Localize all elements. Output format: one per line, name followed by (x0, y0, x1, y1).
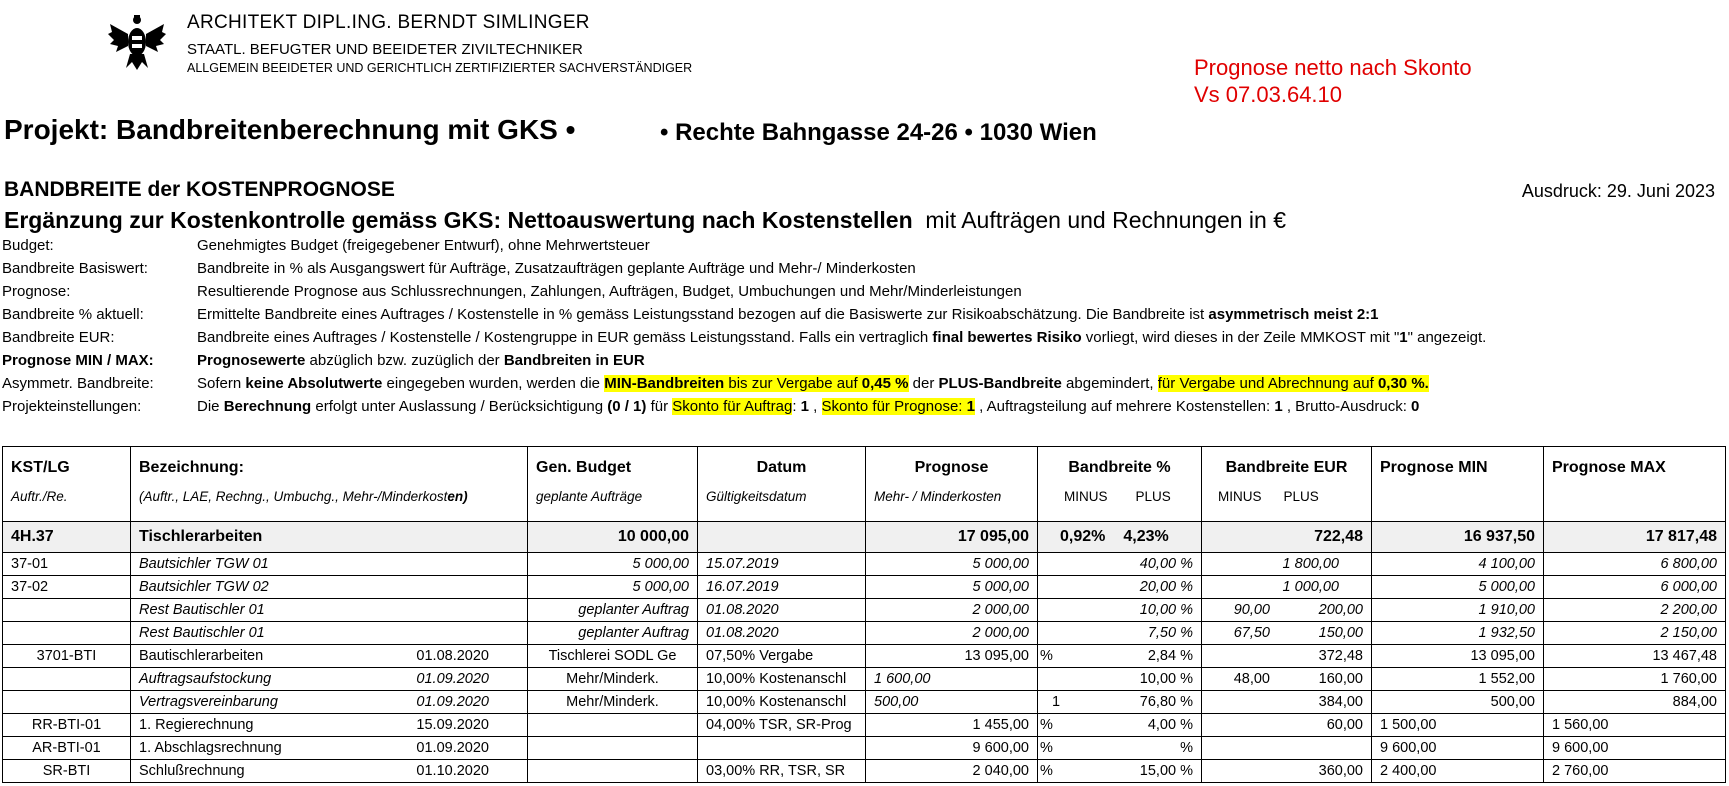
row-kst: 37-02 (3, 576, 131, 599)
sub-header-plus: PLUS (1135, 489, 1171, 504)
row-bb-percent (1038, 599, 1202, 622)
row-prognose-max: 6 000,00 (1544, 576, 1726, 599)
row-bb-percent (1038, 714, 1202, 737)
row-kst (3, 691, 131, 714)
def-text-minmax (197, 352, 645, 369)
row-prognose-min: 4 100,00 (1372, 553, 1544, 576)
def-bold: PLUS-Bandbreite (938, 375, 1062, 392)
row-budget: geplanter Auftrag (528, 622, 698, 645)
row-eur-plus: 384,00 (1318, 694, 1363, 710)
sub-header-bb-eur (1202, 489, 1372, 522)
table-row (3, 714, 1726, 737)
row-budget: Mehr/Minderk. (528, 668, 698, 691)
row-bb-wrap (1040, 763, 1193, 779)
def-highlight: bis zur Vergabe auf (724, 375, 862, 392)
def-text-basiswert: Bandbreite in % als Ausgangswert für Aufträge, Zusatzaufträgen geplante Aufträge und Mehr-/ Minderkosten (197, 260, 916, 277)
row-datum: 10,00% Kostenanschl (698, 691, 866, 714)
row-bb-eur (1202, 553, 1372, 576)
row-prognose-min: 1 932,50 (1372, 622, 1544, 645)
row-kst: 37-01 (3, 553, 131, 576)
row-bb-eur-wrap (1210, 648, 1363, 664)
project-address: • Rechte Bahngasse 24-26 • 1030 Wien (660, 119, 1097, 146)
table-row (3, 645, 1726, 668)
row-date: 01.08.2020 (416, 648, 489, 664)
row-name: 1. Regierechnung (139, 717, 254, 733)
def-highlight: 1 (966, 398, 975, 415)
group-row (3, 522, 1726, 553)
row-bb-eur-wrap (1210, 694, 1363, 710)
row-prognose-max: 6 800,00 (1544, 553, 1726, 576)
def-text: , (809, 398, 822, 415)
row-bezeichnung (131, 668, 528, 691)
row-prognose-max: 9 600,00 (1544, 737, 1726, 760)
prognose-note: Prognose netto nach Skonto (1194, 55, 1472, 80)
group-min: 16 937,50 (1372, 522, 1544, 553)
row-kst: RR-BTI-01 (3, 714, 131, 737)
row-date: 15.09.2020 (416, 717, 489, 733)
row-prognose-max: 2 200,00 (1544, 599, 1726, 622)
row-bb-eur (1202, 668, 1372, 691)
row-budget (528, 737, 698, 760)
table-row (3, 599, 1726, 622)
row-kst (3, 622, 131, 645)
row-bezeichnung-wrap (139, 694, 519, 710)
row-budget (528, 714, 698, 737)
def-text: für (646, 398, 673, 415)
group-budget: 10 000,00 (528, 522, 698, 553)
row-prognose: 5 000,00 (866, 576, 1038, 599)
project-title: Projekt: Bandbreitenberechnung mit GKS • (4, 114, 576, 145)
col-header-kst: KST/LG (3, 447, 131, 490)
row-prognose: 2 000,00 (866, 622, 1038, 645)
row-datum: 16.07.2019 (698, 576, 866, 599)
row-prognose-min: 13 095,00 (1372, 645, 1544, 668)
def-text: abzüglich bzw. zuzüglich der (305, 352, 504, 369)
sub-header-auftr: Auftr./Re. (3, 489, 131, 522)
row-name: Vertragsvereinbarung (139, 694, 278, 710)
row-prognose: 5 000,00 (866, 553, 1038, 576)
row-budget (528, 760, 698, 783)
col-header-prognose-min: Prognose MIN (1372, 447, 1544, 490)
def-text: der (908, 375, 939, 392)
group-bb-minus: 0,92% (1060, 528, 1106, 545)
row-prognose: 2 000,00 (866, 599, 1038, 622)
row-bb-wrap (1046, 556, 1193, 572)
row-bb-percent (1038, 645, 1202, 668)
letterhead-line2: STAATL. BEFUGTER UND BEEIDETER ZIVILTECHNIKER (187, 41, 583, 58)
row-eur-minus (1210, 579, 1270, 595)
row-kst (3, 668, 131, 691)
row-bb-percent (1038, 622, 1202, 645)
row-bb-eur (1202, 714, 1372, 737)
row-date: 01.10.2020 (416, 763, 489, 779)
row-prognose-min: 9 600,00 (1372, 737, 1544, 760)
def-term-bb-aktuell: Bandbreite % aktuell: (2, 306, 144, 323)
row-prognose-max: 1 560,00 (1544, 714, 1726, 737)
letterhead-line3: ALLGEMEIN BEEIDETER UND GERICHTLICH ZERTIFIZIERTER SACHVERSTÄNDIGER (187, 61, 693, 75)
def-bold: asymmetrisch meist 2:1 (1208, 306, 1379, 323)
row-eur-minus (1210, 556, 1270, 572)
row-eur-plus: 360,00 (1318, 763, 1363, 779)
row-bb-wrap (1046, 625, 1193, 641)
row-bb-percent (1038, 760, 1202, 783)
def-term-bb-eur: Bandbreite EUR: (2, 329, 115, 346)
sub-header-gueltig: Gültigkeitsdatum (698, 489, 866, 522)
row-eur-minus: 90,00 (1233, 602, 1270, 618)
row-prognose-max: 884,00 (1544, 691, 1726, 714)
row-bezeichnung (131, 553, 528, 576)
row-bezeichnung-wrap (139, 763, 519, 779)
table-subheader-row (3, 489, 1726, 522)
row-eur-plus: 160,00 (1318, 671, 1363, 687)
table-row (3, 691, 1726, 714)
sub-header-text-bold: en) (447, 489, 468, 504)
def-text-asym (197, 375, 1429, 392)
row-name: Rest Bautischler 01 (139, 625, 265, 641)
row-bb-eur (1202, 737, 1372, 760)
col-header-bb-eur: Bandbreite EUR (1202, 447, 1372, 490)
subtitle-bold: Ergänzung zur Kostenkontrolle gemäss GKS: Nettoauswertung nach Kostenstellen (4, 207, 913, 233)
row-eur-plus: 150,00 (1318, 625, 1363, 641)
row-prognose-min: 1 910,00 (1372, 599, 1544, 622)
def-text: Bandbreite eines Auftrages / Kostenstelle / Kostengruppe in EUR gemäss Leistungsstand. Falls ein vertraglich (197, 329, 933, 346)
sub-header-plus: PLUS (1283, 489, 1319, 504)
row-name: 1. Abschlagsrechnung (139, 740, 282, 756)
row-eur-minus (1210, 717, 1270, 733)
row-prognose-max: 2 760,00 (1544, 760, 1726, 783)
row-bb-wrap (1046, 579, 1193, 595)
row-bezeichnung-wrap (139, 602, 519, 618)
row-bb-value: 4,00 % (1147, 717, 1193, 733)
row-datum (698, 737, 866, 760)
row-bezeichnung-wrap (139, 556, 519, 572)
row-bb-wrap (1040, 740, 1193, 756)
row-budget: Tischlerei SODL Ge (528, 645, 698, 668)
row-bezeichnung (131, 691, 528, 714)
row-prognose-min: 500,00 (1372, 691, 1544, 714)
row-bb-value: 2,84 % (1147, 648, 1193, 664)
cost-table (2, 446, 1726, 783)
def-bold: Prognosewerte (197, 352, 306, 369)
def-bold: Bandbreiten in EUR (503, 352, 645, 369)
row-bezeichnung (131, 760, 528, 783)
table-body (3, 553, 1726, 783)
row-prognose-min: 1 552,00 (1372, 668, 1544, 691)
col-header-bezeichnung: Bezeichnung: (131, 447, 528, 490)
row-eur-minus (1210, 648, 1270, 664)
row-bb-percent (1038, 553, 1202, 576)
row-bb-eur-wrap (1210, 556, 1363, 572)
def-term-minmax: Prognose MIN / MAX: (2, 352, 154, 369)
row-bb-eur (1202, 622, 1372, 645)
def-bold: 1 (1399, 329, 1408, 346)
row-name: Bautsichler TGW 01 (139, 556, 269, 572)
row-prognose: 1 455,00 (866, 714, 1038, 737)
row-bb-value: 15,00 % (1139, 763, 1193, 779)
row-prognose-min: 2 400,00 (1372, 760, 1544, 783)
row-bb-eur-wrap (1210, 579, 1363, 595)
row-bezeichnung-wrap (139, 625, 519, 641)
def-text: abgemindert, (1061, 375, 1158, 392)
table-row (3, 668, 1726, 691)
row-prognose: 13 095,00 (866, 645, 1038, 668)
col-header-prognose-max: Prognose MAX (1544, 447, 1726, 490)
table-row (3, 737, 1726, 760)
row-flag: % (1040, 717, 1053, 733)
sub-header-minus: MINUS (1064, 489, 1108, 504)
row-bezeichnung-wrap (139, 717, 519, 733)
row-prognose-max: 1 760,00 (1544, 668, 1726, 691)
subtitle-rest: mit Aufträgen und Rechnungen in € (925, 207, 1287, 233)
section-subtitle (4, 207, 1286, 234)
row-bb-percent (1038, 691, 1202, 714)
group-prognose: 17 095,00 (866, 522, 1038, 553)
row-bezeichnung (131, 737, 528, 760)
def-text: eingegeben wurden, werden die (382, 375, 605, 392)
col-header-bb-percent: Bandbreite % (1038, 447, 1202, 490)
row-bb-eur (1202, 599, 1372, 622)
row-prognose-max: 2 150,00 (1544, 622, 1726, 645)
row-bezeichnung (131, 714, 528, 737)
row-flag: % (1040, 763, 1053, 779)
def-text: " angezeigt. (1407, 329, 1487, 346)
row-eur-plus: 1 000,00 (1282, 579, 1339, 595)
def-highlight: MIN-Bandbreiten (604, 375, 725, 392)
row-name: Rest Bautischler 01 (139, 602, 265, 618)
row-datum: 10,00% Kostenanschl (698, 668, 866, 691)
row-bb-eur (1202, 576, 1372, 599)
table-row (3, 576, 1726, 599)
group-datum (698, 522, 866, 553)
row-datum: 04,00% TSR, SR-Prog (698, 714, 866, 737)
def-term-prognose: Prognose: (2, 283, 71, 300)
def-bold: Berechnung (223, 398, 312, 415)
def-highlight: Skonto für Prognose: (821, 398, 967, 415)
row-bb-eur (1202, 691, 1372, 714)
version-note: Vs 07.03.64.10 (1194, 82, 1343, 107)
def-text: erfolgt unter Auslassung / Berücksichtigung (311, 398, 608, 415)
sub-header-bb-percent (1038, 489, 1202, 522)
row-bb-value: 40,00 % (1139, 556, 1193, 572)
row-bezeichnung (131, 645, 528, 668)
row-eur-minus: 67,50 (1233, 625, 1270, 641)
row-bb-percent (1038, 737, 1202, 760)
row-prognose: 1 600,00 (866, 668, 1038, 691)
row-flag: 1 (1052, 694, 1061, 710)
def-term-settings: Projekteinstellungen: (2, 398, 142, 415)
row-budget: geplanter Auftrag (528, 599, 698, 622)
col-header-budget: Gen. Budget (528, 447, 698, 490)
row-bezeichnung-wrap (139, 671, 519, 687)
row-bb-eur-wrap (1210, 763, 1363, 779)
def-highlight: für Vergabe und Abrechnung auf (1157, 375, 1378, 392)
row-date: 01.09.2020 (416, 671, 489, 687)
sub-header-geplant: geplante Aufträge (528, 489, 698, 522)
row-eur-plus: 200,00 (1318, 602, 1363, 618)
def-bold: keine Absolutwerte (245, 375, 383, 392)
def-bold: 0 (1411, 398, 1420, 415)
row-kst (3, 599, 131, 622)
print-date: Ausdruck: 29. Juni 2023 (1521, 181, 1715, 201)
row-kst: 3701-BTI (3, 645, 131, 668)
col-header-prognose: Prognose (866, 447, 1038, 490)
def-bold: 1 (800, 398, 810, 415)
sub-header-empty (1544, 489, 1726, 522)
sub-header-minus: MINUS (1218, 489, 1262, 504)
group-bb-percent (1038, 522, 1202, 553)
letterhead-line1: ARCHITEKT DIPL.ING. BERNDT SIMLINGER (187, 12, 590, 33)
group-name: Tischlerarbeiten (131, 522, 528, 553)
group-bb-eur: 722,48 (1202, 522, 1372, 553)
def-text: Sofern (197, 375, 246, 392)
row-bb-value: 76,80 % (1139, 694, 1193, 710)
row-prognose-min: 1 500,00 (1372, 714, 1544, 737)
row-bb-value: % (1180, 740, 1193, 756)
def-text-prognose: Resultierende Prognose aus Schlussrechnungen, Zahlungen, Aufträgen, Budget, Umbuchungen und Mehr/Minderleistungen (197, 283, 1022, 300)
row-datum: 01.08.2020 (698, 599, 866, 622)
def-text-budget: Genehmigtes Budget (freigegebener Entwurf), ohne Mehrwertsteuer (197, 237, 650, 254)
eagle-coat-of-arms-icon (108, 12, 166, 72)
def-text: Ermittelte Bandbreite eines Auftrages / Kostenstelle in % gemäss Leistungsstand bezogen auf die Basiswerte zur Risikoabschätzung. Die Bandbreite ist (197, 306, 1209, 323)
row-date: 01.09.2020 (416, 694, 489, 710)
row-bb-wrap (1046, 694, 1193, 710)
row-name: Bautsichler TGW 02 (139, 579, 269, 595)
row-bezeichnung (131, 576, 528, 599)
def-highlight: 0,30 %. (1377, 375, 1429, 392)
row-bb-eur-wrap (1210, 602, 1363, 618)
row-bb-percent (1038, 668, 1202, 691)
table-header-row (3, 447, 1726, 490)
row-bb-eur-wrap (1210, 625, 1363, 641)
def-term-asym: Asymmetr. Bandbreite: (2, 375, 154, 392)
row-budget: Mehr/Minderk. (528, 691, 698, 714)
row-name: Bautischlerarbeiten (139, 648, 264, 664)
row-kst: SR-BTI (3, 760, 131, 783)
row-datum: 07,50% Vergabe (698, 645, 866, 668)
def-text: vorliegt, wird dieses in der Zeile MMKOST mit " (1081, 329, 1400, 346)
row-eur-plus: 372,48 (1318, 648, 1363, 664)
row-flag: % (1040, 648, 1053, 664)
sub-header-mehrminder: Mehr- / Minderkosten (866, 489, 1038, 522)
group-max: 17 817,48 (1544, 522, 1726, 553)
row-kst: AR-BTI-01 (3, 737, 131, 760)
row-bezeichnung (131, 622, 528, 645)
sub-header-empty (1372, 489, 1544, 522)
def-text-bb-eur (197, 329, 1486, 346)
row-bezeichnung-wrap (139, 740, 519, 756)
row-datum: 15.07.2019 (698, 553, 866, 576)
row-eur-minus: 48,00 (1233, 671, 1270, 687)
sub-header-text: (Auftr., LAE, Rechng., Umbuchg., Mehr-/Minderkost (139, 489, 448, 504)
group-bb-plus: 4,23% (1123, 528, 1169, 545)
def-text: Die (197, 398, 224, 415)
row-datum: 01.08.2020 (698, 622, 866, 645)
row-budget: 5 000,00 (528, 553, 698, 576)
table-row (3, 622, 1726, 645)
def-bold: 1 (1274, 398, 1283, 415)
row-bezeichnung-wrap (139, 579, 519, 595)
row-bb-eur (1202, 645, 1372, 668)
row-bb-value: 20,00 % (1139, 579, 1193, 595)
sub-header-bezeichnung (131, 489, 528, 522)
def-text: : (792, 398, 801, 415)
col-header-datum: Datum (698, 447, 866, 490)
row-datum: 03,00% RR, TSR, SR (698, 760, 866, 783)
def-text: , Auftragsteilung auf mehrere Kostenstellen: (974, 398, 1275, 415)
row-prognose: 2 040,00 (866, 760, 1038, 783)
row-bezeichnung (131, 599, 528, 622)
row-bezeichnung-wrap (139, 648, 519, 664)
row-bb-eur-wrap (1210, 671, 1363, 687)
row-prognose: 9 600,00 (866, 737, 1038, 760)
row-flag: % (1040, 740, 1053, 756)
row-eur-minus (1210, 763, 1270, 779)
def-text: , Brutto-Ausdruck: (1282, 398, 1412, 415)
section-title: BANDBREITE der KOSTENPROGNOSE (4, 178, 395, 201)
row-bb-eur-wrap (1210, 717, 1363, 733)
row-bb-wrap (1040, 648, 1193, 664)
def-highlight: 0,45 % (861, 375, 909, 392)
row-name: Schlußrechnung (139, 763, 245, 779)
row-budget: 5 000,00 (528, 576, 698, 599)
row-bb-value: 10,00 % (1139, 671, 1193, 687)
row-prognose-max: 13 467,48 (1544, 645, 1726, 668)
row-eur-plus: 60,00 (1326, 717, 1363, 733)
row-bb-percent (1038, 576, 1202, 599)
row-prognose-min: 5 000,00 (1372, 576, 1544, 599)
row-bb-eur (1202, 760, 1372, 783)
group-kst: 4H.37 (3, 522, 131, 553)
row-name: Auftragsaufstockung (139, 671, 272, 687)
row-date: 01.09.2020 (416, 740, 489, 756)
row-bb-wrap (1046, 602, 1193, 618)
row-eur-plus: 1 800,00 (1282, 556, 1339, 572)
def-bold: (0 / 1) (607, 398, 647, 415)
def-text-bb-aktuell (197, 306, 1379, 323)
def-term-budget: Budget: (2, 237, 54, 254)
row-bb-value: 10,00 % (1139, 602, 1193, 618)
table-row (3, 760, 1726, 783)
row-bb-wrap (1046, 671, 1193, 687)
def-text-settings (197, 398, 1419, 415)
row-prognose: 500,00 (866, 691, 1038, 714)
def-bold: final bewertes Risiko (932, 329, 1082, 346)
def-highlight: Skonto für Auftrag (672, 398, 793, 415)
row-eur-minus (1210, 694, 1270, 710)
def-term-basiswert: Bandbreite Basiswert: (2, 260, 148, 277)
row-bb-value: 7,50 % (1147, 625, 1193, 641)
table-row (3, 553, 1726, 576)
row-bb-wrap (1040, 717, 1193, 733)
